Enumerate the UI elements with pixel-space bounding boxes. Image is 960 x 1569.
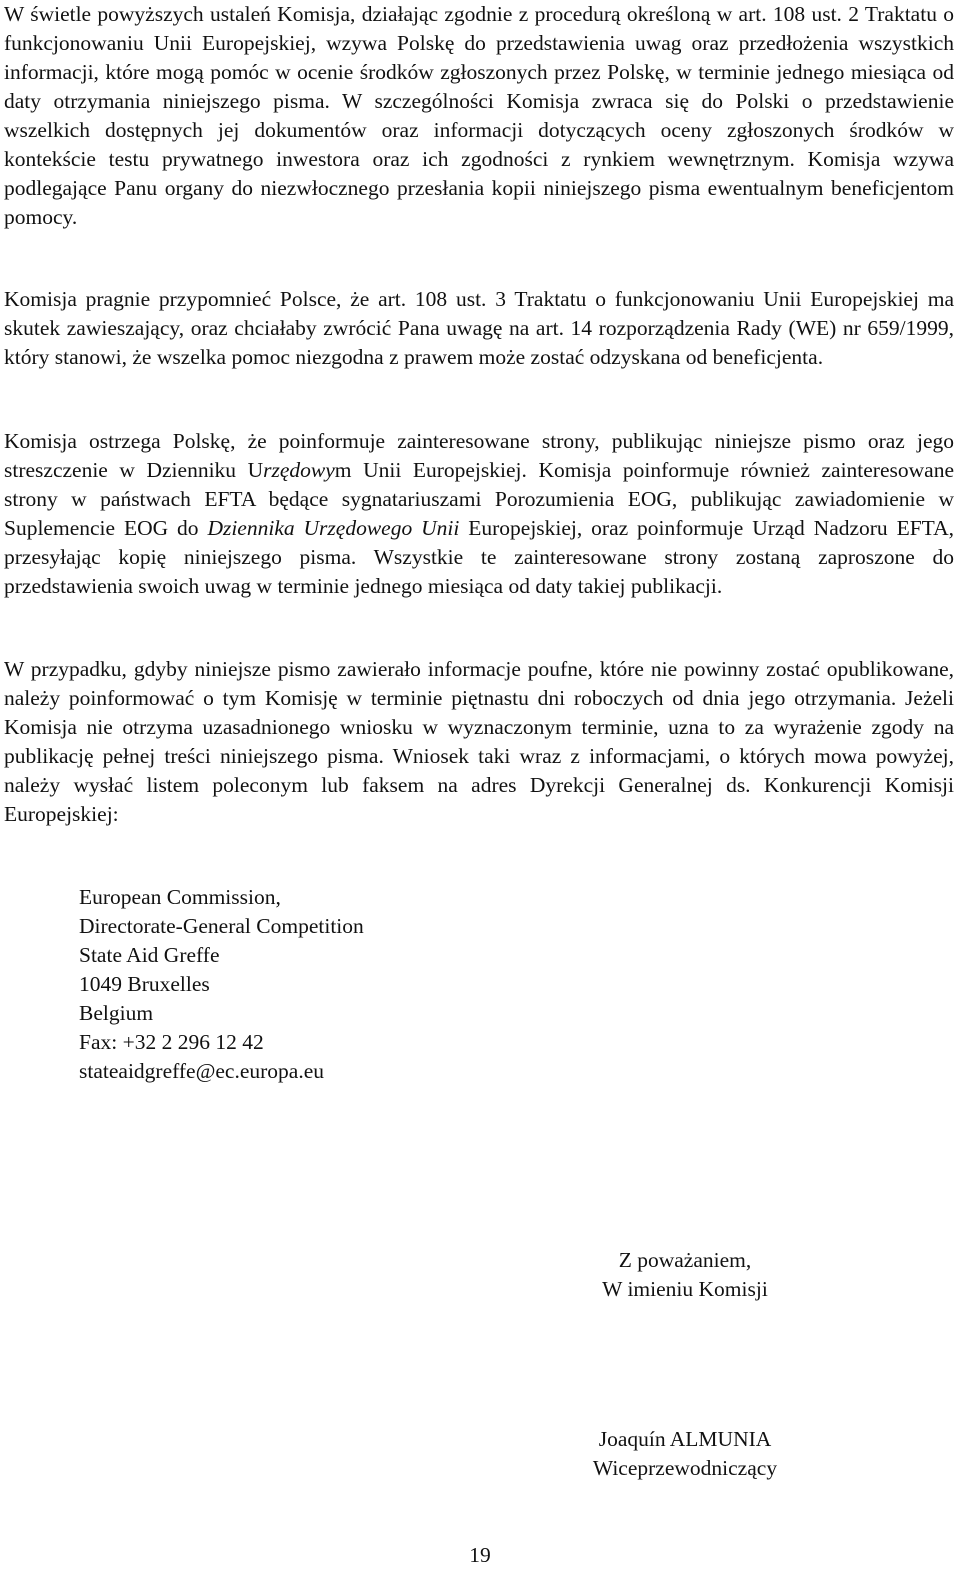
paragraph-3-text-c: Europejskiej, oraz poinformuje Urząd Nadzoru EFTA, przesyłając kopię niniejszego pisma. Wszystkie te zainteresowane strony zostaną zaproszone do przedstawienia swoich uwag w terminie jednego miesiąca od daty takiej publikacji. [4, 516, 954, 598]
address-fax: Fax: +32 2 296 12 42 [79, 1030, 264, 1054]
body-paragraph-1: W świetle powyższych ustaleń Komisja, działając zgodnie z procedurą określoną w art. 108 ust. 2 Traktatu o funkcjonowaniu Unii Europejskiej, wzywa Polskę do przedstawienia uwag oraz przedłożenia wszystkich informacji, które mogą pomóc w ocenie środków zgłoszonych przez Polskę, w terminie jednego miesiąca od daty otrzymania niniejszego pisma. W szczególności Komisja zwraca się do Polski o przedstawienie wszelkich dostępnych jej dokumentów oraz informacji dotyczących oceny zgłoszonych środków w kontekście testu prywatnego inwestora oraz ich zgodności z rynkiem wewnętrznym. Komisja wzywa podlegające Panu organy do niezwłocznego przesłania kopii niniejszego pisma ewentualnym beneficjentom pomocy. [4, 2, 954, 229]
closing-block [555, 1246, 815, 1304]
address-line: Directorate-General Competition [79, 914, 364, 938]
address-line: Belgium [79, 1001, 154, 1025]
page-number: 19 [469, 1543, 491, 1567]
closing-line: Z poważaniem, [618, 1248, 752, 1272]
paragraph-3-text-b: m Unii Europejskiej. Komisja poinformuje również zainteresowane strony w państwach EFTA będące sygnatariuszami Porozumienia EOG, publikując zawiadomienie w Suplemencie EOG do [4, 458, 954, 540]
address-block [79, 883, 364, 1086]
body-paragraph-4: W przypadku, gdyby niniejsze pismo zawierało informacje poufne, które nie powinny zostać opublikowane, należy poinformować o tym Komisję w terminie piętnastu dni roboczych od dnia jego otrzymania. Jeżeli Komisja nie otrzyma uzasadnionego wniosku w wyznaczonym terminie, uzna to za wyrażenie zgody na publikację pełnej treści niniejszego pisma. Wniosek taki wraz z informacjami, o których mowa powyżej, należy wysłać listem poleconym lub faksem na adres Dyrekcji Generalnej ds. Konkurencji Komisji Europejskiej: [4, 657, 954, 826]
paragraph-3-italic-b: Dziennika Urzędowego Unii [207, 516, 460, 540]
address-line: European Commission, [79, 885, 281, 909]
body-paragraph-2: Komisja pragnie przypomnieć Polsce, że art. 108 ust. 3 Traktatu o funkcjonowaniu Unii Europejskiej ma skutek zawieszający, oraz chciałaby zwrócić Pana uwagę na art. 14 rozporządzenia Rady (WE) nr 659/1999, który stanowi, że wszelka pomoc niezgodna z prawem może zostać odzyskana od beneficjenta. [4, 287, 954, 369]
signer-title: Wiceprzewodniczący [592, 1456, 778, 1480]
address-line: State Aid Greffe [79, 943, 220, 967]
closing-line: W imieniu Komisji [602, 1277, 768, 1301]
body-paragraph-3 [4, 427, 954, 601]
address-email: stateaidgreffe@ec.europa.eu [79, 1059, 325, 1083]
address-line: 1049 Bruxelles [79, 972, 210, 996]
paragraph-3-text-a: Komisja ostrzega Polskę, że poinformuje zainteresowane strony, publikując niniejsze pismo oraz jego streszczenie w Dzienniku U [4, 429, 954, 482]
signer-name: Joaquín ALMUNIA [598, 1427, 772, 1451]
signature-block [555, 1425, 815, 1483]
paragraph-3-italic-a: rzędowy [263, 458, 335, 482]
